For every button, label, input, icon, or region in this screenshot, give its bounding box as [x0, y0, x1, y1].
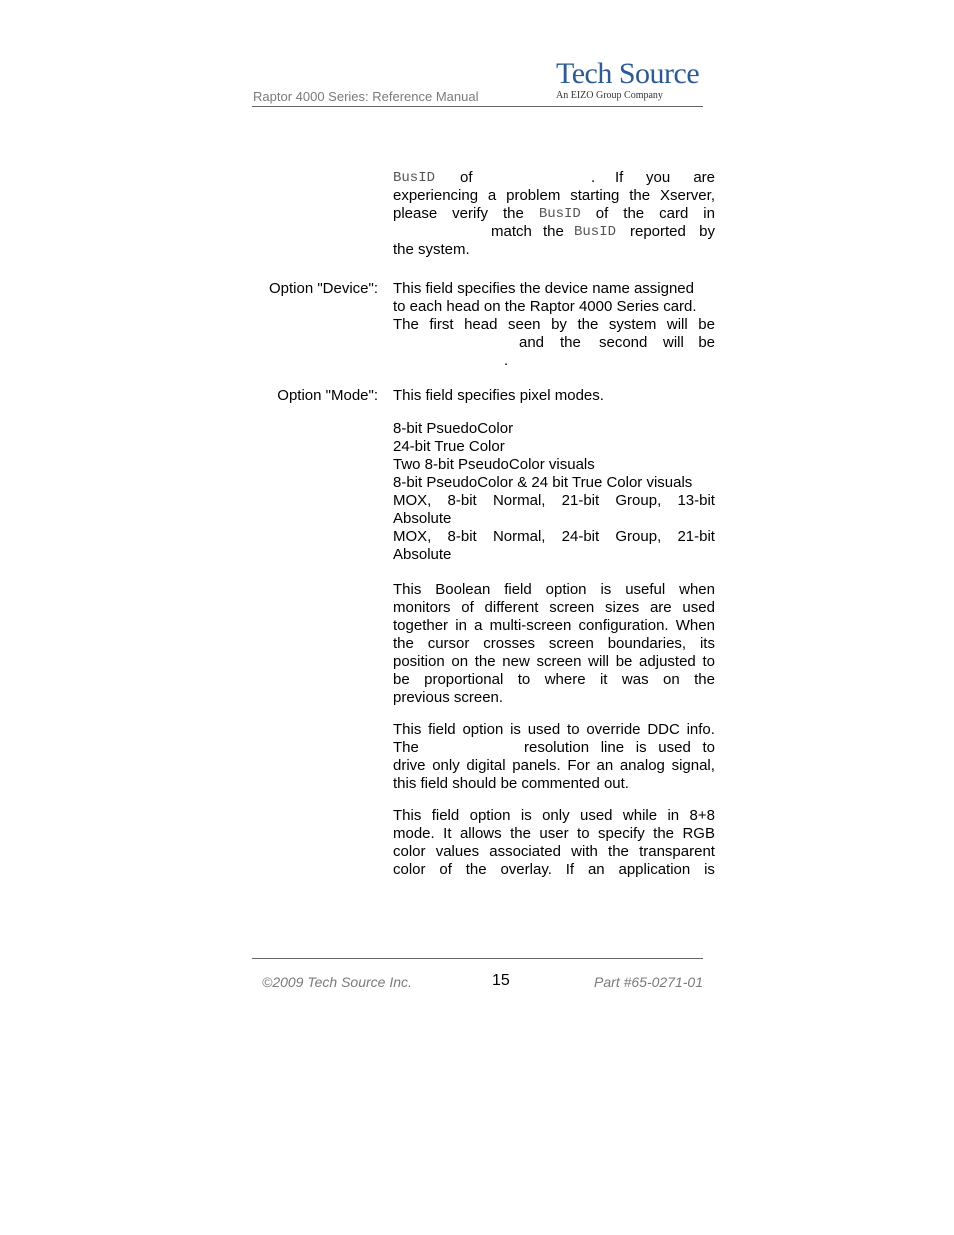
- header-rule: [252, 106, 703, 107]
- busid-paragraph: BusID of . If you are experiencing a problem starting the Xserver, please verify the BusID of the card in match the BusID reported by the system.: [393, 169, 715, 258]
- overlay-color-paragraph: This field option is only used while in 8+8 mode. It allows the user to specify the RGB color values associated with the transparent color of the overlay. If an application is: [393, 807, 715, 878]
- footer-part-number: Part #65-0271-01: [594, 974, 703, 990]
- list-item: MOX, 8-bit Normal, 24-bit Group, 21-bit: [393, 528, 715, 545]
- company-logo: [556, 58, 706, 102]
- list-item: Absolute: [393, 510, 452, 527]
- boolean-option-paragraph: This Boolean field option is useful when monitors of different screen sizes are used together in a multi-screen configuration. When the cursor crosses screen boundaries, its position on the new screen will be adjusted to be proportional to where it was on the previous screen.: [393, 581, 715, 706]
- list-item: MOX, 8-bit Normal, 21-bit Group, 13-bit: [393, 492, 715, 509]
- ddc-override-paragraph: This field option is used to override DDC info. The resolution line is used to drive only digital panels. For an analog signal, this field should be commented out.: [393, 721, 715, 792]
- list-item: 8-bit PseudoColor & 24 bit True Color visuals: [393, 474, 693, 491]
- list-item: Two 8-bit PseudoColor visuals: [393, 456, 595, 473]
- option-device-label: Option "Device":: [268, 280, 378, 297]
- list-item: 8-bit PsuedoColor: [393, 420, 514, 437]
- option-device-description: This field specifies the device name assigned to each head on the Raptor 4000 Series card. The first head seen by the system will be and the second will be .: [393, 280, 715, 369]
- option-mode-intro: This field specifies pixel modes.: [393, 387, 604, 404]
- document-header-title: Raptor 4000 Series: Reference Manual: [253, 89, 479, 104]
- footer-copyright: ©2009 Tech Source Inc.: [262, 974, 412, 990]
- footer-rule: [252, 958, 703, 959]
- option-mode-label: Option "Mode":: [277, 387, 378, 404]
- pixel-mode-list: [393, 420, 715, 564]
- logo-wordmark: Tech Source: [556, 57, 700, 90]
- logo-tagline: An EIZO Group Company: [556, 90, 663, 101]
- list-item: 24-bit True Color: [393, 438, 505, 455]
- list-item: Absolute: [393, 546, 452, 563]
- page-number: 15: [492, 972, 510, 989]
